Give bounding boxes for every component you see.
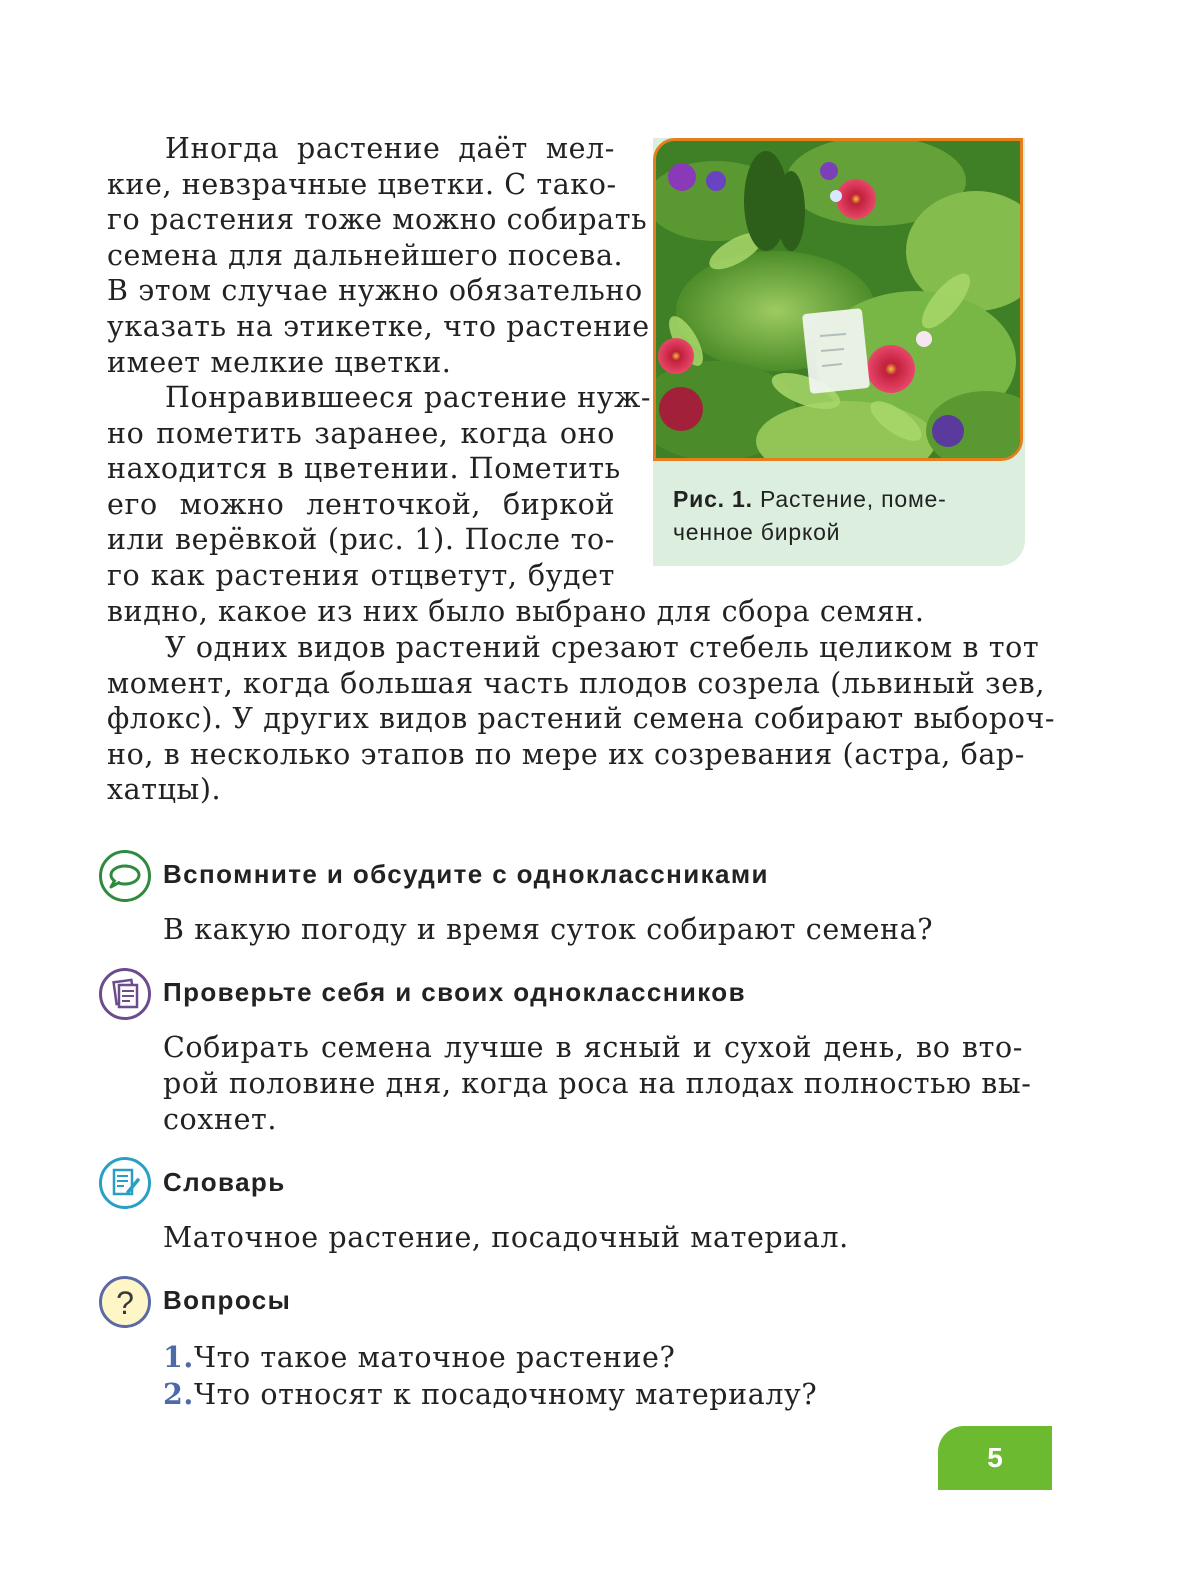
text-line: кие, невзрачные цветки. С тако- [107, 167, 617, 201]
text-line: хатцы). [107, 773, 222, 807]
flower-bed-photo [653, 138, 1023, 461]
text-line: В этом случае нужно обязательно [107, 274, 643, 308]
question-mark-icon [99, 1276, 151, 1328]
question-number: 2. [163, 1377, 194, 1411]
page-number: 5 [938, 1426, 1052, 1490]
check-heading: Проверьте себя и своих одноклассников [163, 977, 746, 1007]
text-line: У одних видов растений срезают стебель целиком в тот [165, 631, 1040, 664]
question-item [163, 1376, 817, 1413]
text-line: флокс). У других видов растений семена собирают выбороч- [107, 702, 1056, 736]
text-line: Понравившееся растение нуж- [165, 381, 652, 414]
discuss-text: В какую погоду и время суток собирают семена? [163, 913, 934, 946]
text-line: или верёвкой (рис. 1). После то- [107, 523, 615, 557]
speech-bubble-icon [99, 850, 151, 902]
question-item [163, 1339, 817, 1376]
checklist-icon [99, 968, 151, 1020]
text-line: семена для дальнейшего посева. [107, 238, 624, 272]
text-line: го растения тоже можно собирать [107, 203, 648, 237]
text-line: момент, когда большая часть плодов созрела (львиный зев, [107, 666, 1045, 700]
text-line: имеет мелкие цветки. [107, 345, 452, 379]
figure-caption [673, 483, 1008, 549]
check-text [163, 1030, 1032, 1138]
discuss-heading: Вспомните и обсудите с одноклассниками [163, 859, 769, 889]
text-line: но пометить заранее, когда оно [107, 416, 615, 450]
text-line: го как растения отцветут, будет [107, 558, 615, 592]
question-number: 1. [163, 1340, 194, 1374]
notebook-pen-icon [99, 1157, 151, 1209]
paragraph-3 [107, 630, 1056, 808]
figure [653, 138, 1025, 566]
text-line: Иногда растение даёт мел- [165, 132, 615, 165]
text-line: Собирать семена лучше в ясный и сухой день, во вто- [163, 1031, 1023, 1064]
text-line: сохнет. [163, 1103, 278, 1136]
vocab-heading: Словарь [163, 1167, 286, 1197]
text-line: находится в цветении. Пометить [107, 452, 621, 486]
text-line: но, в несколько этапов по мере их созревания (астра, бар- [107, 737, 1025, 771]
figure-label: Рис. 1. [673, 486, 753, 512]
text-line: видно, какое из них было выбрано для сбора семян. [107, 594, 925, 628]
questions-heading: Вопросы [163, 1285, 292, 1315]
question-text: Что относят к посадочному материалу? [193, 1378, 818, 1411]
questions-list [163, 1339, 817, 1413]
text-line: рой половине дня, когда роса на плодах полностью вы- [163, 1067, 1032, 1100]
paragraph-1 [107, 131, 650, 380]
svg-text:?: ? [116, 1285, 134, 1321]
question-text: Что такое маточное растение? [193, 1341, 676, 1374]
text-line: его можно ленточкой, биркой [107, 487, 615, 521]
vocab-text: Маточное растение, посадочный материал. [163, 1221, 849, 1254]
figure-caption-text: Растение, поме- [760, 486, 947, 512]
figure-caption-text: ченное биркой [673, 519, 841, 545]
text-line: указать на этикетке, что растение [107, 309, 650, 343]
